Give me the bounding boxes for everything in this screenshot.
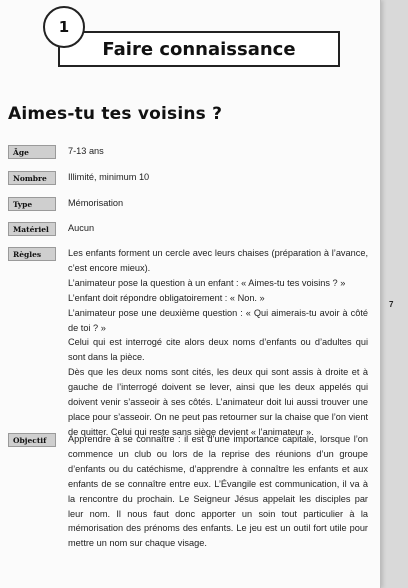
field-objectif — [8, 432, 368, 551]
page-number: 7 — [389, 300, 394, 309]
rules-paragraph: L’animateur pose la question à un enfant : « Aimes-tu tes voisins ? » — [68, 277, 346, 288]
field-label-type: Type — [8, 197, 56, 211]
field-label-regles: Règles — [8, 247, 56, 261]
field-label-materiel: Matériel — [8, 222, 56, 236]
rules-paragraph: Celui qui est interrogé cite alors deux noms d’enfants ou d’adultes qui sont dans la pièce. — [68, 337, 368, 363]
objective-paragraph: Apprendre à se connaître : il est d’une importance capitale, lorsque l’on commence un club ou lors de la reprise des réunions d’un groupe d’enfants ou du catéchisme, d’apprendre à connaître les enfants et aux enfants de se connaître entre eux. L’Évangile est communication, il va à la rencontre du prochain. Le Seigneur Jésus appelait les disciples par leur nom. Il nous faut donc apporter un soin tout particulier à la mémorisation des prénoms des enfants. Le jeu est un outil fort utile pour mettre un nom sur chaque visage. — [68, 434, 368, 549]
chapter-title: Faire connaissance — [58, 31, 340, 67]
rules-paragraph: Les enfants forment un cercle avec leurs chaises (préparation à l’avance, c’est encore mieux). — [68, 248, 368, 273]
field-label-objectif: Objectif — [8, 433, 56, 447]
field-regles — [8, 246, 368, 440]
field-label-nombre: Nombre — [8, 171, 56, 185]
field-label-age: Âge — [8, 145, 56, 159]
game-title: Aimes-tu tes voisins ? — [8, 104, 223, 124]
field-materiel — [8, 221, 368, 236]
field-nombre — [8, 170, 368, 185]
field-value-age: 7-13 ans — [68, 146, 104, 156]
field-value-materiel: Aucun — [68, 223, 95, 233]
rules-paragraph: L’enfant doit répondre obligatoirement : « Non. » — [68, 292, 265, 303]
rules-text — [68, 246, 368, 440]
field-type — [8, 196, 368, 211]
field-age — [8, 144, 368, 159]
objective-text — [68, 432, 368, 551]
rules-paragraph: L’animateur pose une deuxième question : « Qui aimerais-tu avoir à côté de toi ? » — [68, 307, 368, 333]
rules-paragraph: Dès que les deux noms sont cités, les deux qui sont assis à droite et à gauche de l’interrogé doivent se lever, ainsi que les deux appelés qui doivent venir s’asseoir à ses côtés. L’animateur doit lui aussi trouver une place pour s’asseoir. On ne peut pas retourner sur la chaise que l’on vient de quitter. Celui qui reste sans siège devient « l’animateur ». — [68, 367, 368, 437]
chapter-number: 1 — [43, 6, 85, 48]
field-value-nombre: Illimité, minimum 10 — [68, 172, 150, 182]
field-value-type: Mémorisation — [68, 198, 124, 208]
